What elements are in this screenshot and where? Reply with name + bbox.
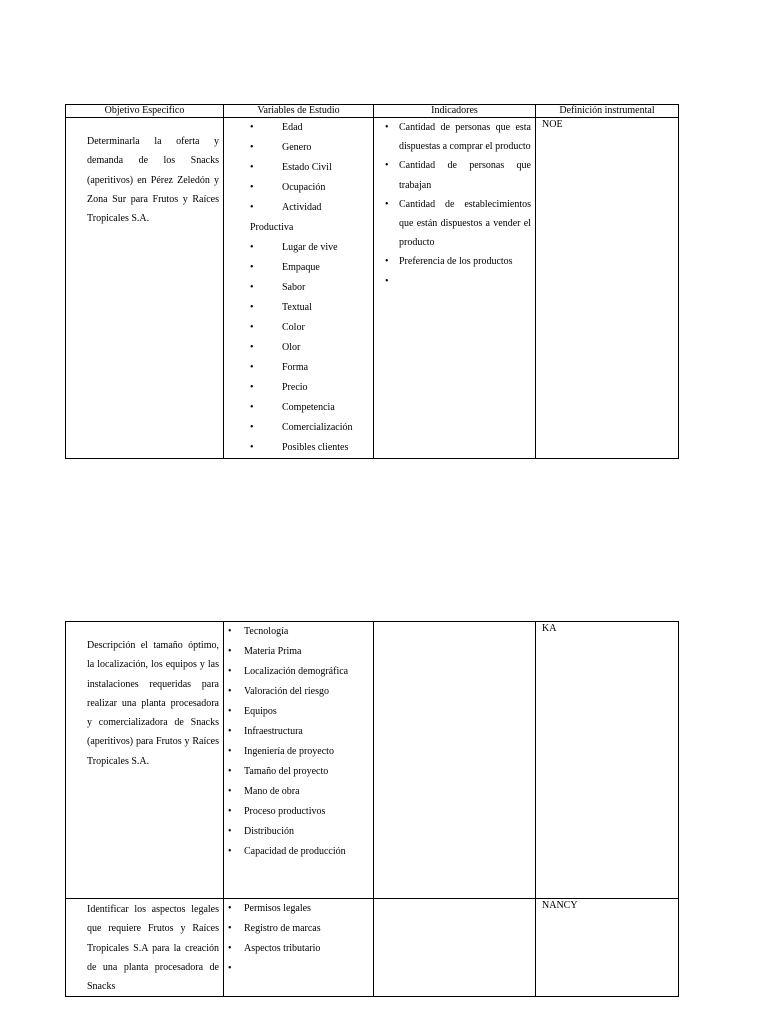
table-row	[66, 118, 679, 459]
study-variables-table-continued	[65, 621, 679, 997]
list-item: • Valoración del riesgo	[224, 682, 373, 702]
variables-cell	[224, 118, 374, 459]
list-item: • Equipos	[224, 702, 373, 722]
table-row	[66, 622, 679, 899]
variables-list	[224, 238, 373, 458]
list-item: • Cantidad de personas que esta dispuestas a comprar el producto	[374, 118, 535, 156]
list-item: • Forma	[224, 358, 373, 378]
list-item: • Proceso productivos	[224, 802, 373, 822]
table-row	[66, 899, 679, 997]
variable-continuation: Productiva	[250, 222, 294, 233]
list-item: • Tecnología	[224, 622, 373, 642]
variables-list	[224, 118, 373, 218]
list-item: • Precio	[224, 378, 373, 398]
objective-cell: Determinarla la oferta y demanda de los Snacks (aperitivos) en Pérez Zeledón y Zona Sur para Frutos y Raíces Tropicales S.A.	[66, 118, 224, 459]
indicators-cell	[374, 622, 536, 899]
list-item	[224, 959, 373, 979]
list-item: • Ocupación	[224, 178, 373, 198]
list-item: • Color	[224, 318, 373, 338]
variables-list	[224, 899, 373, 979]
indicators-cell	[374, 899, 536, 997]
header-definition: Definición instrumental	[536, 105, 679, 118]
variables-cell	[224, 899, 374, 997]
list-item: • Preferencia de los productos	[374, 252, 535, 272]
list-item: • Competencia	[224, 398, 373, 418]
variables-list	[224, 622, 373, 862]
list-item: • Localización demográfica	[224, 662, 373, 682]
list-item: • Textual	[224, 298, 373, 318]
list-item: • Estado Civil	[224, 158, 373, 178]
variables-cell	[224, 622, 374, 899]
list-item: • Lugar de vive	[224, 238, 373, 258]
list-item: • Olor	[224, 338, 373, 358]
indicators-cell	[374, 118, 536, 459]
list-item: • Aspectos tributario	[224, 939, 373, 959]
definition-cell: KA	[536, 622, 679, 899]
list-item: • Distribución	[224, 822, 373, 842]
list-item: • Capacidad de producción	[224, 842, 373, 862]
header-variables: Variables de Estudio	[224, 105, 374, 118]
table-header-row	[66, 105, 679, 118]
header-indicators: Indicadores	[374, 105, 536, 118]
list-item: • Registro de marcas	[224, 919, 373, 939]
list-item: • Actividad	[224, 198, 373, 218]
list-item	[374, 272, 535, 292]
list-item: • Cantidad de establecimientos que están dispuestos a vender el producto	[374, 195, 535, 253]
list-item: • Infraestructura	[224, 722, 373, 742]
indicators-list	[374, 118, 535, 292]
list-item: • Cantidad de personas que trabajan	[374, 156, 535, 194]
objective-cell: Identificar los aspectos legales que requiere Frutos y Raíces Tropicales S.A para la creación de una planta procesadora de Snacks	[66, 899, 224, 997]
list-item: • Ingeniería de proyecto	[224, 742, 373, 762]
list-item: • Permisos legales	[224, 899, 373, 919]
definition-cell: NOE	[536, 118, 679, 459]
list-item: • Materia Prima	[224, 642, 373, 662]
list-item: • Posibles clientes	[224, 438, 373, 458]
definition-cell: NANCY	[536, 899, 679, 997]
list-item: • Mano de obra	[224, 782, 373, 802]
list-item: • Empaque	[224, 258, 373, 278]
study-variables-table	[65, 104, 679, 459]
list-item: • Comercialización	[224, 418, 373, 438]
header-objective: Objetivo Especifico	[66, 105, 224, 118]
objective-cell: Descripción el tamaño óptimo, la localización, los equipos y las instalaciones requeridas para realizar una planta procesadora y comercializadora de Snacks (aperitivos) para Frutos y Raíces Tropicales S.A.	[66, 622, 224, 899]
list-item: • Tamaño del proyecto	[224, 762, 373, 782]
list-item: • Sabor	[224, 278, 373, 298]
list-item: • Genero	[224, 138, 373, 158]
list-item: • Edad	[224, 118, 373, 138]
